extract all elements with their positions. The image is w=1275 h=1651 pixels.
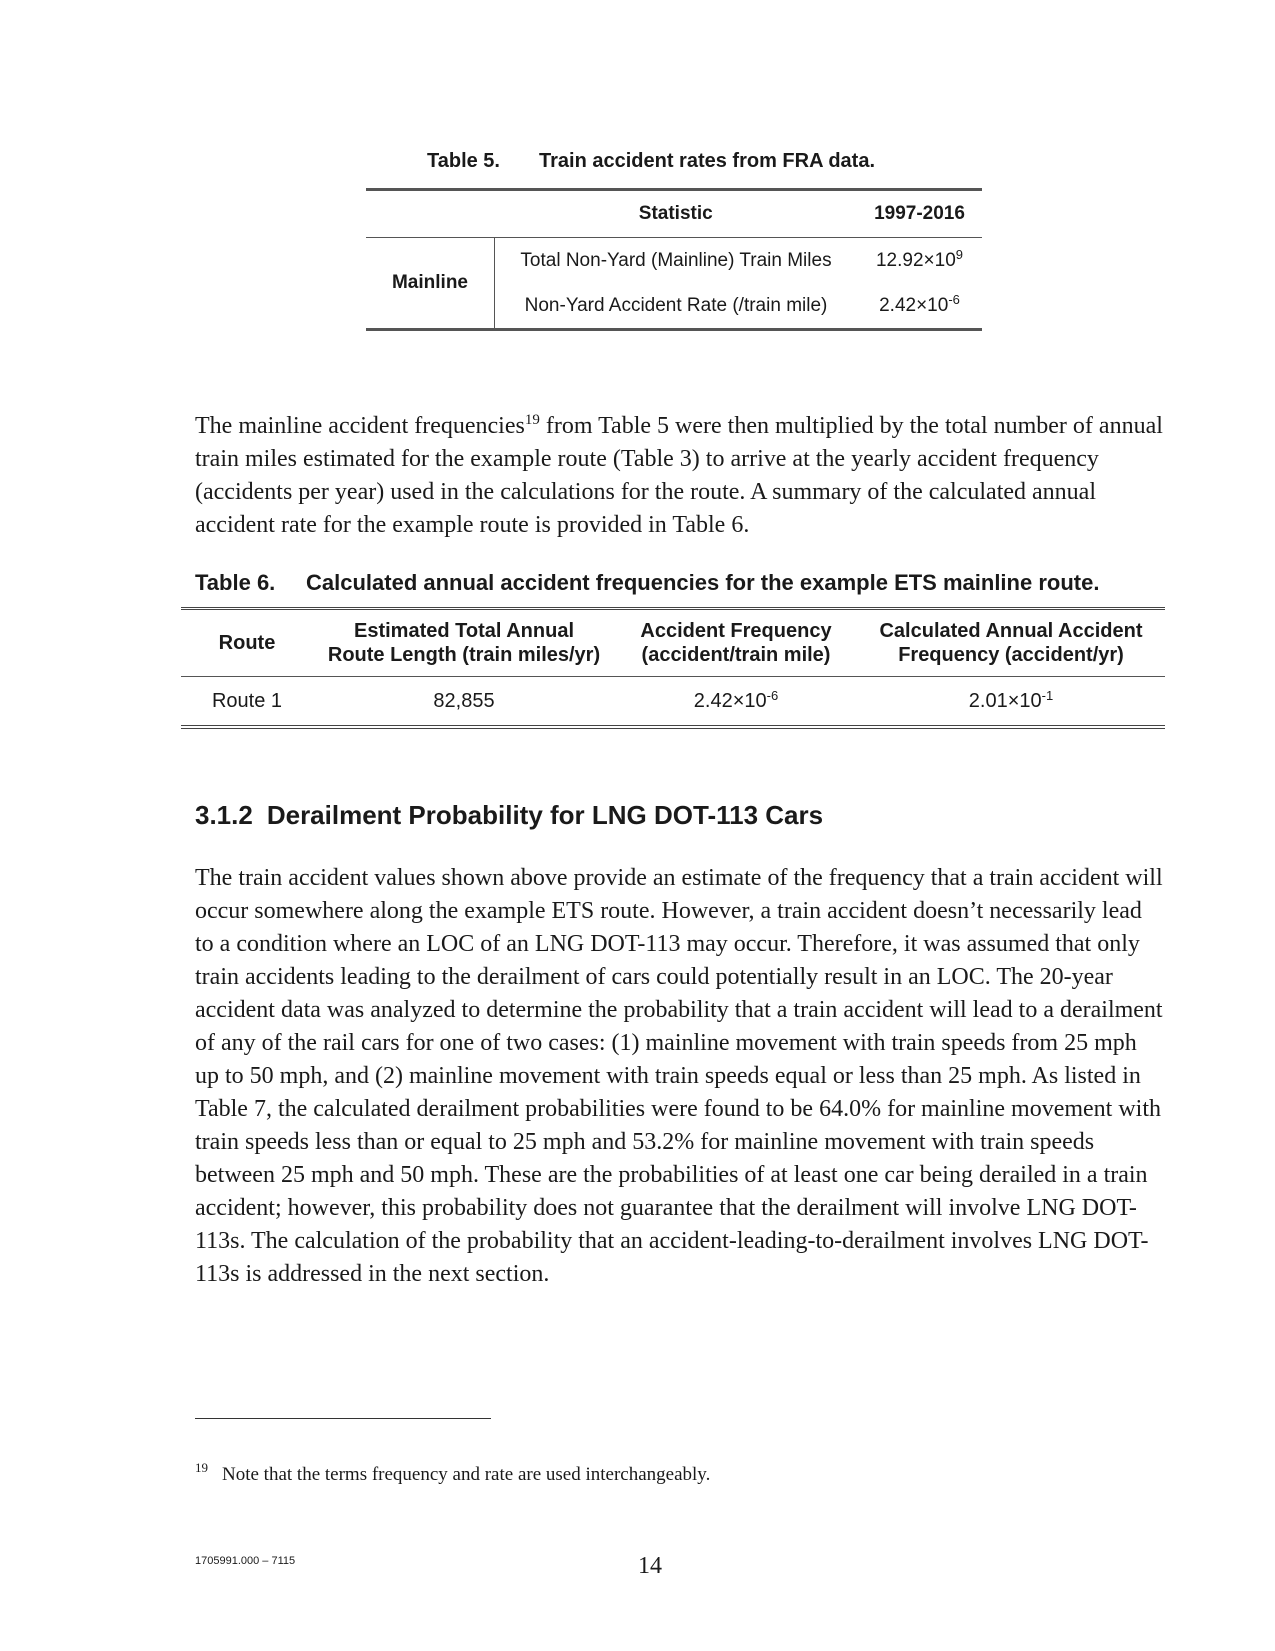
paragraph-text: from Table 5 were then multiplied by the total number of annual train miles estimated for the example route (Table 3) to arrive at the yearly accident frequency (accidents per year) used in the calculations for the route. A summary of the calculated annual accident rate for the example route is provided in Table 6. (195, 413, 1163, 538)
page-number: 14 (638, 1553, 662, 1579)
table5-header-row (366, 190, 982, 238)
table6-header-annual (857, 609, 1165, 677)
value-base: 12.92×10 (875, 249, 956, 271)
table5-caption-title: Train accident rates from FRA data. (539, 150, 876, 172)
table6-header-length (313, 609, 615, 677)
table6-length-cell: 82,855 (433, 689, 495, 712)
header-line: Estimated Total Annual (353, 620, 575, 642)
table5-value-cell (857, 283, 982, 330)
footnote-mark: 19 (195, 1460, 208, 1475)
header-line: Accident Frequency (640, 620, 832, 642)
section-heading (195, 800, 823, 831)
footnote-reference[interactable]: 19 (524, 412, 540, 428)
section-title: Derailment Probability for LNG DOT-113 Cars (266, 800, 824, 830)
table6-caption-number: Table 6. (195, 570, 276, 595)
table5-statistic-cell: Total Non-Yard (Mainline) Train Miles (520, 249, 832, 271)
table5 (366, 188, 982, 331)
value-base: 2.42×10 (693, 689, 767, 712)
footnote-divider (195, 1418, 491, 1419)
table-row (181, 677, 1165, 728)
table6-frequency-cell (615, 677, 857, 728)
header-line: Frequency (accident/yr) (898, 644, 1124, 666)
header-line: (accident/train mile) (641, 644, 831, 666)
table5-header-empty (366, 190, 495, 238)
table-row (366, 238, 982, 284)
value-exponent: -6 (948, 291, 960, 307)
table6-header-frequency (615, 609, 857, 677)
table5-value-cell (857, 238, 982, 284)
footnote (195, 1460, 710, 1486)
table5-caption (365, 150, 985, 173)
table6 (181, 607, 1165, 729)
value-base: 2.42×10 (879, 294, 949, 316)
table6-annual-cell (857, 677, 1165, 728)
body-paragraph (195, 410, 1165, 542)
body-paragraph: The train accident values shown above provide an estimate of the frequency that a train accident will occur somewhere along the example ETS route. However, a train accident doesn’t necessarily lead to a condition where an LOC of an LNG DOT-113 may occur. Therefore, it was assumed that only train accidents leading to the derailment of cars could potentially result in an LOC. The 20-year accident data was analyzed to determine the probability that a train accident will lead to a derailment of any of the rail cars for one of two cases: (1) mainline movement with train speeds from 25 mph up to 50 mph, and (2) mainline movement with train speeds equal or less than 25 mph. As listed in Table 7, the calculated derailment probabilities were found to be 64.0% for mainline movement with train speeds less than or equal to 25 mph and 53.2% for mainline movement with train speeds between 25 mph and 50 mph. These are the probabilities of at least one car being derailed in a train accident; however, this probability does not guarantee that the derailment will involve LNG DOT-113s. The calculation of the probability that an accident-leading-to-derailment involves LNG DOT-113s is addressed in the next section. (195, 865, 1163, 1287)
paragraph-text: The mainline accident frequencies (195, 413, 525, 439)
table5-caption-number: Table 5. (427, 150, 500, 172)
document-id: 1705991.000 – 7115 (195, 1555, 296, 1567)
value-exponent: 9 (955, 246, 963, 262)
table6-caption-title: Calculated annual accident frequencies for the example ETS mainline route. (306, 570, 1100, 595)
table6-header-row (181, 609, 1165, 677)
table6-route-cell: Route 1 (211, 689, 283, 712)
table5-header-statistic: Statistic (495, 190, 858, 238)
footnote-text: Note that the terms frequency and rate are used interchangeably. (222, 1464, 711, 1485)
value-exponent: -1 (1041, 687, 1054, 703)
table6-caption (195, 570, 1195, 596)
header-line: Calculated Annual Accident (879, 620, 1143, 642)
table5-header-period: 1997-2016 (857, 190, 982, 238)
value-base: 2.01×10 (968, 689, 1042, 712)
header-line: Route Length (train miles/yr) (327, 644, 601, 666)
section-number: 3.1.2 (195, 800, 253, 830)
table5-statistic-cell: Non-Yard Accident Rate (/train mile) (524, 294, 828, 316)
table6-header-route: Route (181, 609, 313, 677)
table5-group-label: Mainline (366, 238, 495, 330)
value-exponent: -6 (766, 687, 779, 703)
